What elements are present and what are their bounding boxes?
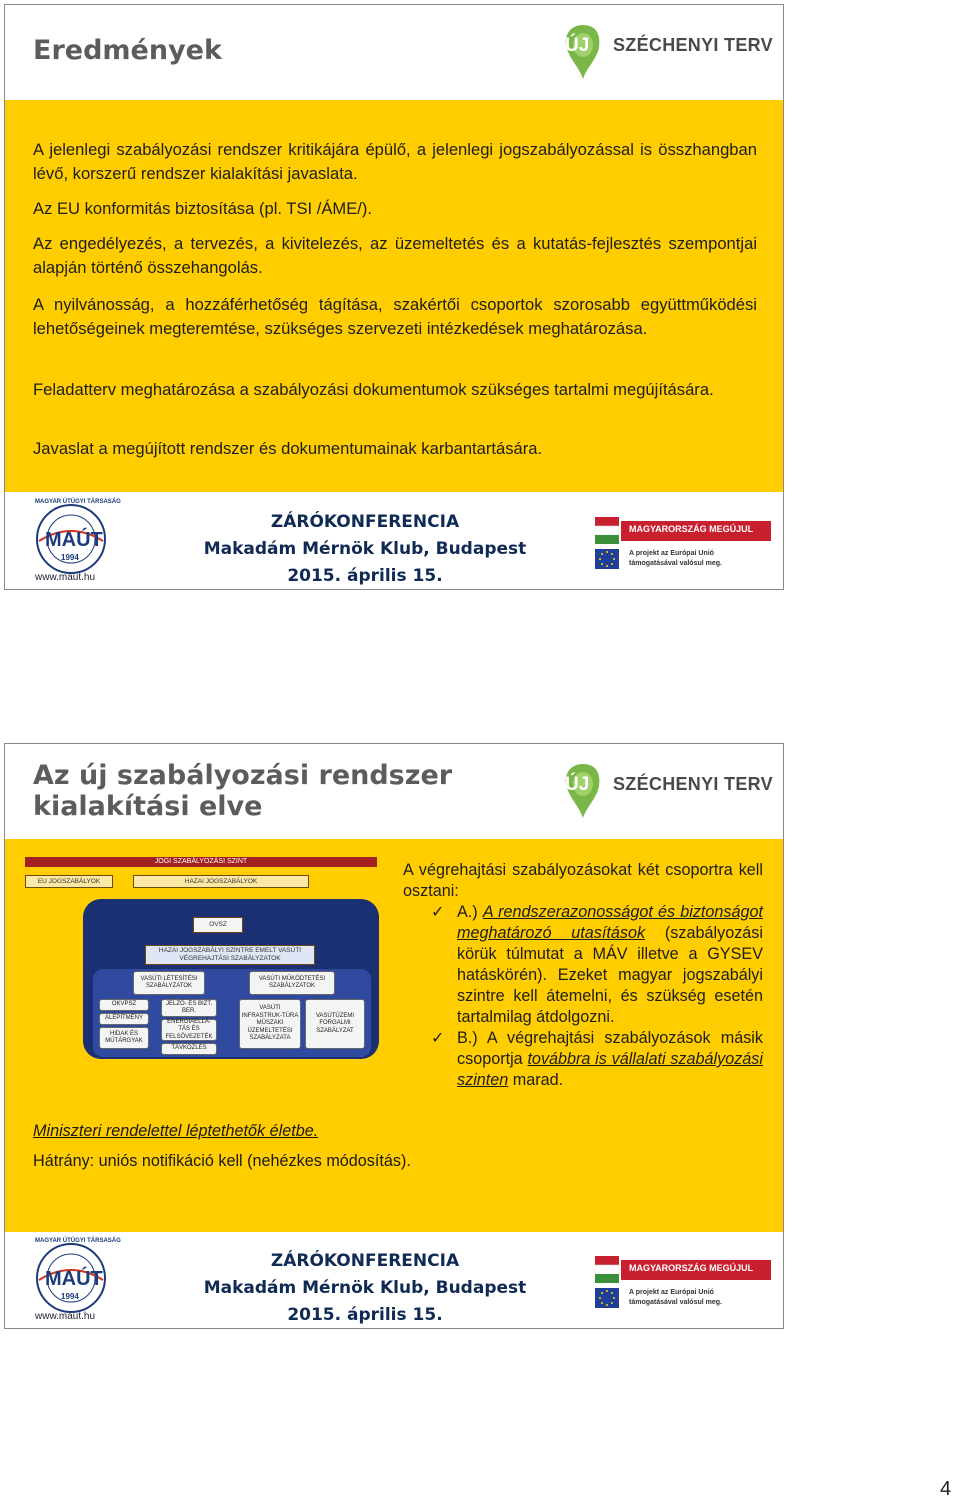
conference-venue: Makadám Mérnök Klub, Budapest: [203, 1278, 527, 1298]
bullet-a-rest: (szabályozási körük túlmutat a MÁV illetve a GYSEV hatáskörén). Ezeket magyar jogszabályi szintre kell átemelni, és szükség esetén tartalmilag átdolgozni.: [457, 924, 763, 1026]
maut-url[interactable]: www.maut.hu: [35, 572, 96, 583]
slide-title: Az új szabályozási rendszer kialakítási elve: [33, 760, 453, 822]
bullet-b: [403, 1028, 763, 1091]
diagram-infra-box: VASÚTI INFRASTRUK-TÚRA MŰSZAKI ÜZEMELTETÉSI SZABÁLYZATA: [239, 999, 301, 1049]
diagram-eu-box: EU JOGSZABÁLYOK: [25, 875, 113, 888]
brand-name: SZÉCHENYI TERV: [613, 35, 773, 55]
paragraph: A nyilvánosság, a hozzáférhetőség tágítása, szakértői csoportok szorosabb együttműködési lehetőségeinek megteremtése, szükséges szervezeti intézkedések meghatározása.: [33, 295, 757, 338]
regulation-diagram: [25, 857, 385, 1067]
slide-title: Eredmények: [33, 35, 222, 66]
ministerial-note: Miniszteri rendelettel léptethetők életbe.: [33, 1122, 319, 1140]
disadvantage-note: Hátrány: uniós notifikáció kell (nehézkes módosítás).: [33, 1152, 411, 1170]
diagram-alepitmeny-box: ALÉPÍTMÉNY: [99, 1013, 149, 1025]
maut-year: 1994: [61, 553, 79, 562]
diagram-emelt-box: HAZAI JOGSZABÁLYI SZINTRE EMELT VASÚTI VÉGREHAJTÁSI SZABÁLYZATOK: [145, 945, 315, 965]
diagram-letesitesi-box: VASÚTI LÉTESÍTÉSI SZABÁLYZATOK: [133, 971, 205, 995]
paragraph: Feladatterv meghatározása a szabályozási dokumentumok szükséges tartalmi megújítására.: [33, 380, 714, 399]
bullet-a-underlined: A rendszerazonosságot és biztonságot meghatározó utasítások: [457, 903, 764, 942]
conference-date: 2015. április 15.: [287, 1305, 443, 1325]
conference-date: 2015. április 15.: [287, 566, 443, 586]
explanation-text: [403, 860, 763, 1091]
conference-title: ZÁRÓKONFERENCIA: [270, 1251, 460, 1271]
page-number: 4: [940, 1478, 952, 1500]
conference-info: [195, 1248, 535, 1329]
diagram-mukodtetesi-box: VASÚTI MŰKÖDTETÉSI SZABÁLYZATOK: [249, 971, 335, 995]
mm-sub2: támogatásával valósul meg.: [629, 1299, 722, 1306]
brand-name: SZÉCHENYI TERV: [613, 774, 773, 794]
intro-text: A végrehajtási szabályozásokat két csoportra kell osztani:: [403, 861, 763, 900]
slide-header: [5, 744, 783, 839]
maut-year: 1994: [61, 1292, 79, 1301]
brand-uj: ÚJ: [565, 35, 590, 56]
mm-sub1: A projekt az Európai Unió: [629, 550, 714, 557]
conference-title: ZÁRÓKONFERENCIA: [270, 512, 460, 532]
slide-results: [4, 4, 784, 590]
slide-principle: [4, 743, 784, 1329]
magyarorszag-megujul-logo: [595, 1256, 775, 1314]
paragraph: Javaslat a megújított rendszer és dokumentumainak karbantartására.: [33, 439, 543, 458]
mm-title: MAGYARORSZÁG MEGÚJUL: [629, 524, 754, 534]
diagram-forgalmi-box: VASÚTÜZEMI FORGALMI SZABÁLYZAT: [305, 999, 365, 1049]
maut-logo: [25, 499, 121, 583]
maut-url[interactable]: www.maut.hu: [35, 1311, 96, 1322]
bullet-b-underlined: továbbra is vállalati szabályozási szinten: [457, 1050, 764, 1089]
content-panel: [5, 100, 783, 492]
diagram-top-label: JOGI SZABÁLYOZÁSI SZINT: [25, 857, 377, 867]
maut-name: MAÚT: [45, 1268, 103, 1290]
maut-ring: MAGYAR ÚTÜGYI TÁRSASÁG: [35, 499, 121, 505]
maut-ring: MAGYAR ÚTÜGYI TÁRSASÁG: [35, 1238, 121, 1244]
brand-uj: ÚJ: [565, 774, 590, 795]
diagram-hazai-box: HAZAI JOGSZABÁLYOK: [133, 875, 309, 888]
diagram-ovsz-box: OVSZ: [193, 917, 243, 933]
paragraph: Az engedélyezés, a tervezés, a kivitelezés, az üzemeltetés és a kutatás-fejlesztés szempontjai alapján történő összehangolás.: [33, 234, 757, 277]
mm-title: MAGYARORSZÁG MEGÚJUL: [629, 1263, 754, 1273]
conference-info: [195, 509, 535, 590]
bullet-b-prefix: B.) A végrehajtási szabályozások másik csoportja: [457, 1029, 763, 1068]
slide-footer: [5, 493, 783, 589]
mm-sub2: támogatásával valósul meg.: [629, 560, 722, 567]
maut-name: MAÚT: [45, 529, 103, 551]
bullet-a: [403, 902, 763, 1028]
diagram-okvpsz-box: OKVPSZ: [99, 999, 149, 1011]
check-icon: ✓: [431, 1030, 445, 1047]
diagram-energia-box: ENERGIAELLÁ-TÁS ÉS FELSŐVEZETÉK: [161, 1019, 217, 1041]
magyarorszag-megujul-logo: [595, 517, 775, 575]
diagram-hidak-box: HIDAK ÉS MŰTÁRGYAK: [99, 1027, 149, 1049]
szechenyi-terv-logo: [561, 21, 771, 83]
paragraph: A jelenlegi szabályozási rendszer kritikájára épülő, a jelenlegi jogszabályozással is összhangban lévő, korszerű rendszer kialakítási javaslata.: [33, 140, 757, 183]
maut-logo: [25, 1238, 121, 1322]
paragraph: Az EU konformitás biztosítása (pl. TSI /ÁME/).: [33, 199, 373, 218]
mm-sub1: A projekt az Európai Unió: [629, 1289, 714, 1296]
szechenyi-terv-logo: [561, 760, 771, 822]
bullet-a-prefix: A.): [457, 903, 478, 921]
diagram-jelzo-box: JELZŐ- ÉS BIZT. BER.: [161, 999, 217, 1017]
slide-header: [5, 5, 783, 100]
conference-venue: Makadám Mérnök Klub, Budapest: [203, 539, 527, 559]
diagram-tavkozles-box: TÁVKÖZLÉS: [161, 1043, 217, 1055]
slide-footer: [5, 1232, 783, 1328]
content-panel: [5, 839, 783, 1232]
check-icon: ✓: [431, 904, 445, 921]
bullet-b-rest: marad.: [512, 1071, 564, 1089]
